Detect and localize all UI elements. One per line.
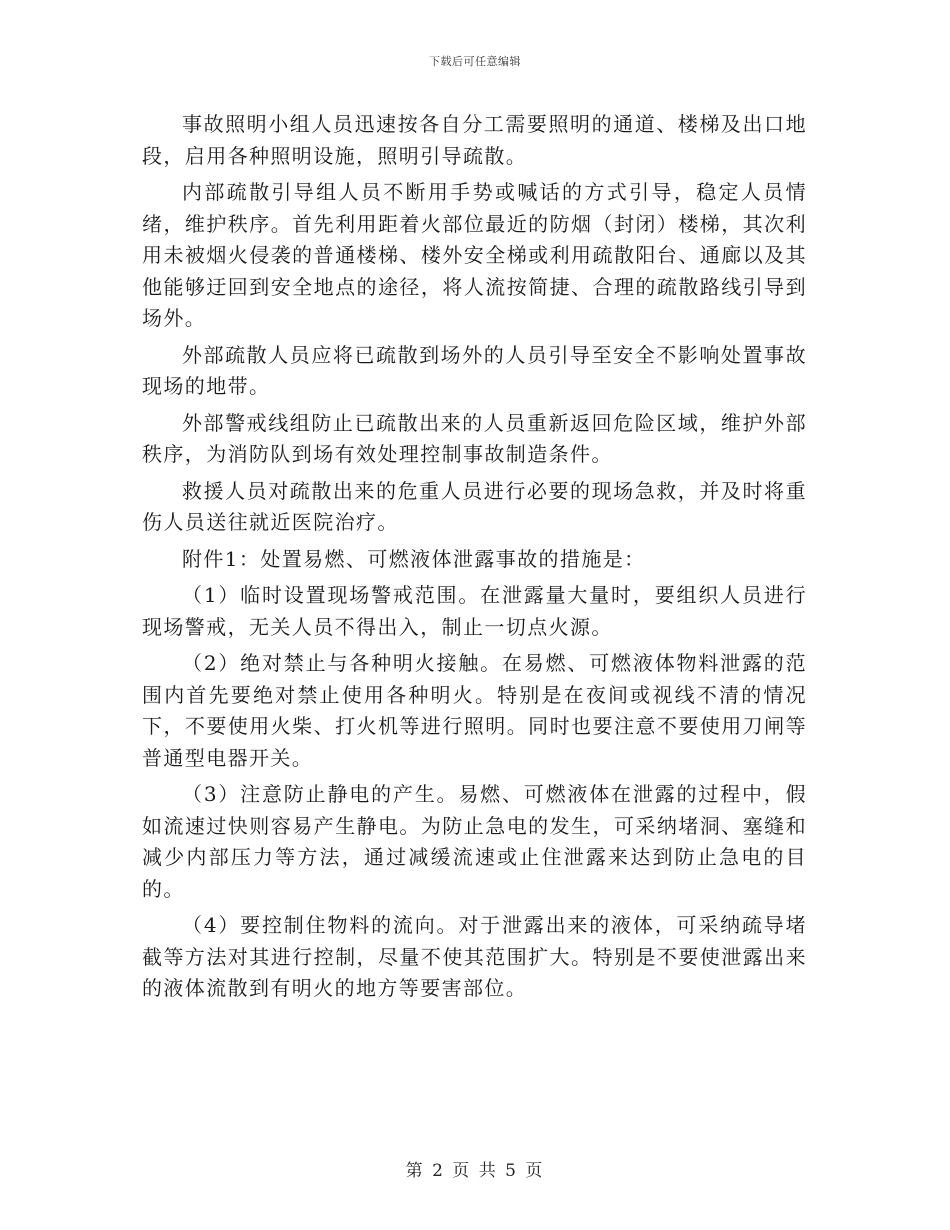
- page-header-note: 下载后可任意编辑: [429, 55, 521, 68]
- paragraph-rescue-team: 救援人员对疏散出来的危重人员进行必要的现场急救，并及时将重伤人员送往就近医院治疗。: [142, 478, 807, 534]
- paragraph-measure-2: （2）绝对禁止与各种明火接触。在易燃、可燃液体物料泄露的范围内首先要绝对禁止使用各种明火。特别是在夜间或视线不清的情况下，不要使用火柴、打火机等进行照明。同时也要注意不要使用刀闸等普通型电器开关。: [142, 651, 807, 770]
- paragraph-measure-3: （3）注意防止静电的产生。易燃、可燃液体在泄露的过程中，假如流速过快则容易产生静电。为防止急电的发生，可采纳堵洞、塞缝和减少内部压力等方法，通过减缓流速或止住泄露来达到防止急电的目的。: [142, 782, 807, 901]
- page-number: 第 2 页 共 5 页: [405, 1161, 545, 1181]
- paragraph-internal-evacuation: 内部疏散引导组人员不断用手势或喊话的方式引导，稳定人员情绪，维护秩序。首先利用距着火部位最近的防烟（封闭）楼梯，其次利用未被烟火侵袭的普通楼梯、楼外安全梯或利用疏散阳台、通廊以及其他能够迂回到安全地点的途径，将人流按简捷、合理的疏散路线引导到场外。: [142, 180, 807, 330]
- document-body: [142, 109, 807, 1005]
- paragraph-measure-4: （4）要控制住物料的流向。对于泄露出来的液体，可采纳疏导堵截等方法对其进行控制，尽量不使其范围扩大。特别是不要使泄露出来的液体流散到有明火的地方等要害部位。: [142, 913, 807, 1000]
- paragraph-lighting-team: 事故照明小组人员迅速按各自分工需要照明的通道、楼梯及出口地段，启用各种照明设施，照明引导疏散。: [142, 112, 807, 168]
- paragraph-attachment-1-title: 附件1：处置易燃、可燃液体泄露事故的措施是：: [182, 546, 646, 571]
- paragraph-cordon-team: 外部警戒线组防止已疏散出来的人员重新返回危险区域，维护外部秩序，为消防队到场有效处理控制事故制造条件。: [142, 410, 807, 466]
- paragraph-external-evacuation: 外部疏散人员应将已疏散到场外的人员引导至安全不影响处置事故现场的地带。: [142, 342, 807, 398]
- paragraph-measure-1: （1）临时设置现场警戒范围。在泄露量大量时，要组织人员进行现场警戒，无关人员不得出入，制止一切点火源。: [142, 583, 807, 639]
